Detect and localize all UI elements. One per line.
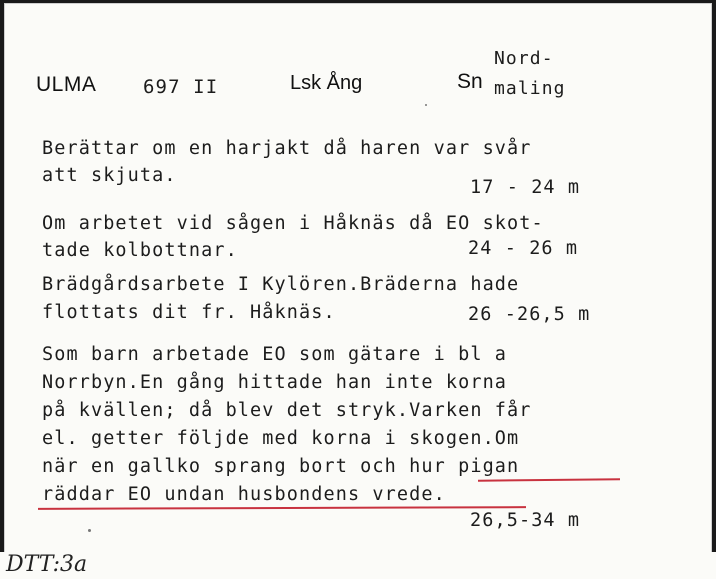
entry-1-line-1: Berättar om en harjakt då haren var svår (42, 138, 532, 159)
parish-prefix: Sn (457, 70, 483, 93)
parish-name-line2: maling (494, 78, 566, 99)
entry-1-line-2: att skjuta. (42, 165, 177, 186)
entry-2-range: 24 - 26 m (468, 238, 579, 259)
entry-4-line-5: när en gallko sprang bort och hur pigan (42, 456, 520, 477)
entry-4-line-6: räddar EO undan husbondens vrede. (42, 484, 446, 505)
entry-4-line-2: Norrbyn.En gång hittade han inte korna (42, 372, 508, 393)
entry-2-line-2: tade kolbottnar. (42, 240, 238, 261)
entry-4-line-1: Som barn arbetade EO som gätare i bl a (42, 344, 508, 365)
district-label: Lsk Ång (290, 72, 363, 94)
entry-4-range: 26,5-34 m (470, 510, 581, 531)
handwritten-signature: DTT:3a (6, 552, 88, 577)
entry-3-line-1: Brädgårdsarbete I Kylören.Bräderna hade (42, 274, 520, 295)
entry-4-line-3: på kvällen; då blev det stryk.Varken får (42, 400, 532, 421)
entry-3-line-2: flottats dit fr. Håknäs. (42, 302, 336, 323)
paper-speck (88, 529, 91, 532)
entry-1-range: 17 - 24 m (470, 177, 581, 198)
parish-name-line1: Nord- (494, 48, 554, 69)
paper-speck (425, 104, 427, 106)
entry-2-line-1: Om arbetet vid sågen i Håknäs då EO skot- (42, 213, 544, 234)
entry-4-line-4: el. getter följde med korna i skogen.Om (42, 428, 520, 449)
card-lower-margin (0, 552, 716, 579)
entry-3-range: 26 -26,5 m (468, 304, 591, 325)
archive-label: ULMA (36, 73, 97, 96)
record-number: 697 II (143, 76, 219, 98)
